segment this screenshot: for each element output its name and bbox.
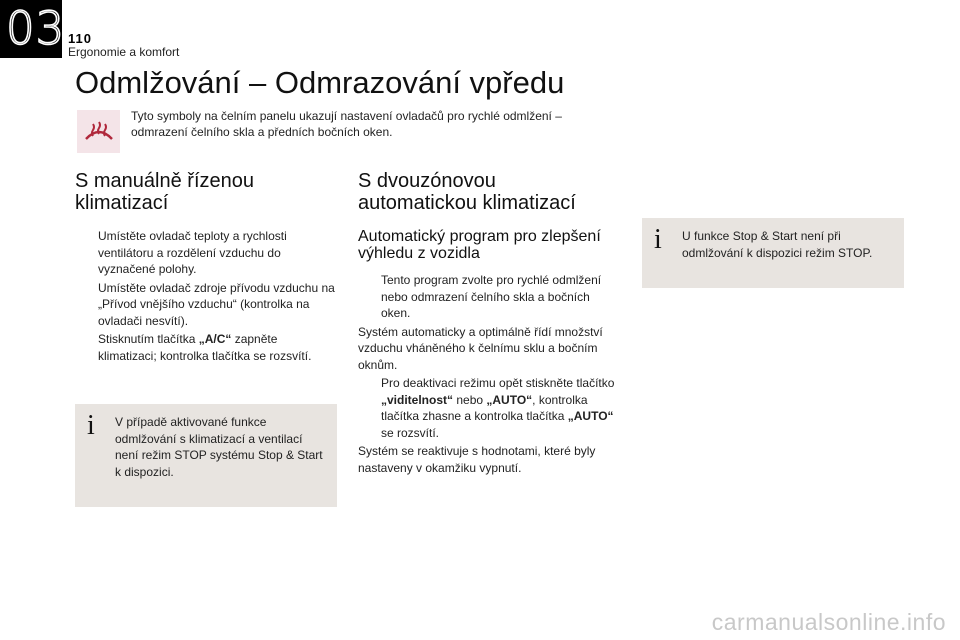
info-box-stopstart <box>642 218 904 288</box>
auto-heading: S dvouzónovou automatickou klimatizací <box>358 170 576 214</box>
auto-step: Pro deaktivaci režimu opět stiskněte tlačítko „viditelnost“ nebo „AUTO“, kontrolka tlačítka zhasne a kontrolka tlačítka „AUTO“ se rozsvítí. <box>381 376 615 440</box>
info-icon: i <box>654 224 662 255</box>
manual-step: Umístěte ovladač zdroje přívodu vzduchu na „Přívod vnějšího vzduchu“ (kontrolka na ovladači nesvítí). <box>98 280 335 328</box>
info-box-manual <box>75 404 337 507</box>
chapter-number: 03 <box>6 2 66 55</box>
chapter-tab <box>0 0 66 58</box>
manual-step: Stisknutím tlačítka „A/C“ zapněte klimatizaci; kontrolka tlačítka se rozsvítí. <box>98 332 312 363</box>
manual-heading: S manuálně řízenou klimatizací <box>75 170 255 214</box>
intro-text: Tyto symboly na čelním panelu ukazují nastavení ovladačů pro rychlé odmlžení – odmrazení čelního skla a předních bočních oken. <box>131 109 562 139</box>
front-defrost-icon <box>83 119 115 145</box>
info-text: V případě aktivované funkce odmlžování s klimatizací a ventilací není režim STOP systému Stop & Start k dispozici. <box>115 415 323 479</box>
info-text: U funkce Stop & Start není při odmlžování k dispozici režim STOP. <box>682 229 873 260</box>
ac-button-label: „A/C“ <box>198 332 232 346</box>
auto-section <box>358 170 620 478</box>
page-title: Odmlžování – Odmrazování vpředu <box>75 65 565 100</box>
manual-section <box>75 170 337 366</box>
auto-subheading: Automatický program pro zlepšení výhledu z vozidla <box>358 228 601 262</box>
page-number: 110 <box>68 31 92 46</box>
auto-paragraph: Systém se reaktivuje s hodnotami, které byly nastaveny v okamžiku vypnutí. <box>358 444 596 475</box>
auto-paragraph: Systém automaticky a optimálně řídí množství vzduchu vháněného k čelnímu sklu a bočním oknům. <box>358 324 603 372</box>
info-icon: i <box>87 410 95 441</box>
section-name: Ergonomie a komfort <box>68 45 180 59</box>
auto-button-label: „AUTO“ <box>567 409 614 423</box>
watermark: carmanualsonline.info <box>711 609 946 635</box>
visibility-button-label: „viditelnost“ <box>381 392 454 407</box>
defrost-symbol-box <box>77 110 120 153</box>
auto-step: Tento program zvolte pro rychlé odmlžení nebo odmrazení čelního skla a bočních oken. <box>381 273 602 320</box>
manual-step: Umístěte ovladač teploty a rychlosti ventilátoru a rozdělení vzduchu do vyznačené polohy. <box>98 229 287 276</box>
auto-button-label: „AUTO“ <box>486 392 533 407</box>
